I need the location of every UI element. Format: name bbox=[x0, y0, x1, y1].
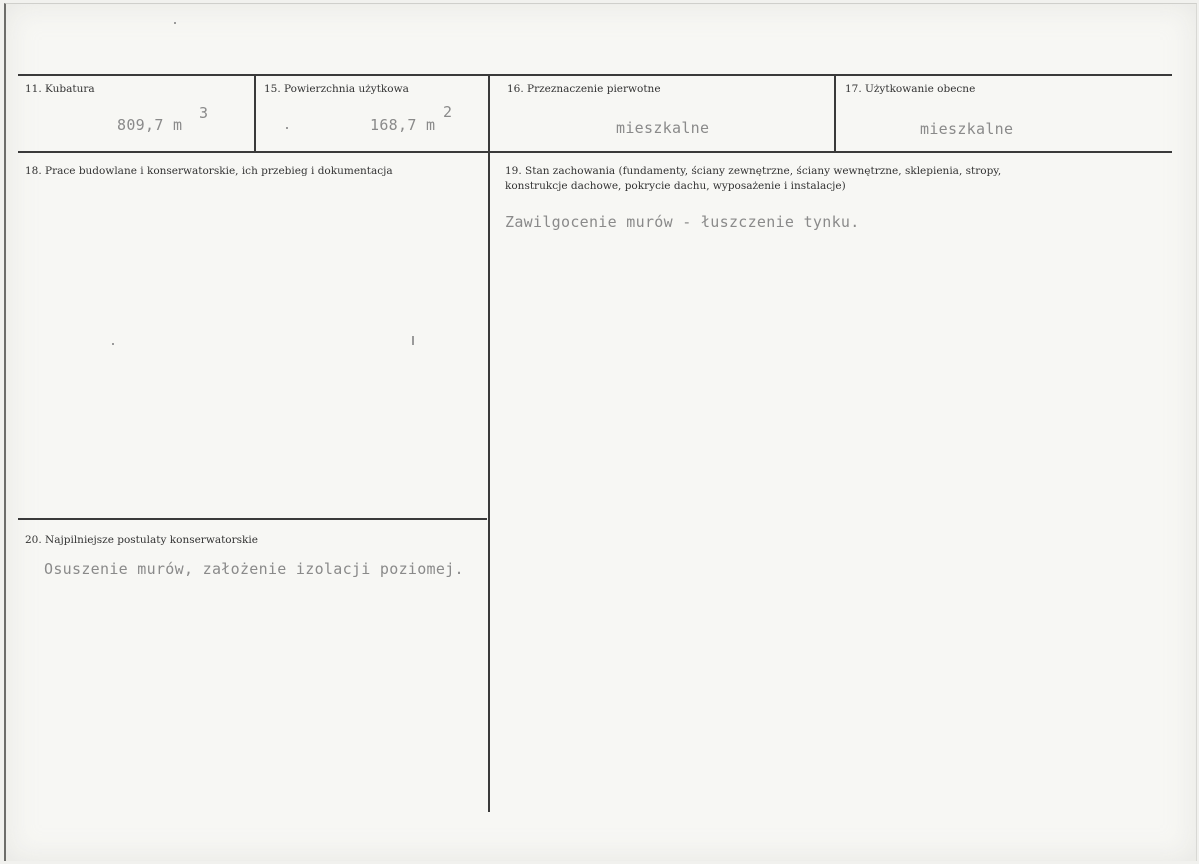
powierzchnia-exponent: 2 bbox=[443, 103, 453, 121]
kubatura-value: 809,7 m bbox=[117, 116, 183, 134]
section20-top-rule bbox=[18, 518, 487, 520]
powierzchnia-value: 168,7 m bbox=[370, 116, 436, 134]
postulaty-label: 20. Najpilniejsze postulaty konserwatorskie bbox=[25, 534, 258, 546]
powierzchnia-label: 15. Powierzchnia użytkowa bbox=[264, 83, 409, 95]
row1-divider-2 bbox=[488, 75, 490, 152]
uzytkowanie-value: mieszkalne bbox=[920, 120, 1014, 138]
stan-value: Zawilgocenie murów - łuszczenie tynku. bbox=[505, 213, 860, 231]
przeznaczenie-label: 16. Przeznaczenie pierwotne bbox=[507, 83, 661, 95]
scan-speck bbox=[286, 127, 288, 129]
scan-speck bbox=[412, 336, 414, 345]
top-rule bbox=[18, 74, 1172, 76]
stan-label-line2: konstrukcje dachowe, pokrycie dachu, wyposażenie i instalacje) bbox=[505, 180, 846, 192]
przeznaczenie-value: mieszkalne bbox=[616, 119, 710, 137]
postulaty-value: Osuszenie murów, założenie izolacji poziomej. bbox=[44, 560, 464, 578]
uzytkowanie-label: 17. Użytkowanie obecne bbox=[845, 83, 976, 95]
kubatura-label: 11. Kubatura bbox=[25, 83, 95, 95]
scan-speck bbox=[112, 343, 114, 345]
row1-divider-1 bbox=[254, 75, 256, 152]
prace-label: 18. Prace budowlane i konserwatorskie, ich przebieg i dokumentacja bbox=[25, 165, 393, 177]
row1-divider-3 bbox=[834, 75, 836, 152]
kubatura-exponent: 3 bbox=[199, 104, 209, 122]
main-column-divider bbox=[488, 152, 490, 812]
stan-label-line1: 19. Stan zachowania (fundamenty, ściany zewnętrzne, ściany wewnętrzne, sklepienia, stropy, bbox=[505, 165, 1002, 177]
row1-bottom-rule bbox=[18, 151, 1172, 153]
scan-speck bbox=[174, 22, 176, 24]
record-card bbox=[4, 3, 1197, 861]
